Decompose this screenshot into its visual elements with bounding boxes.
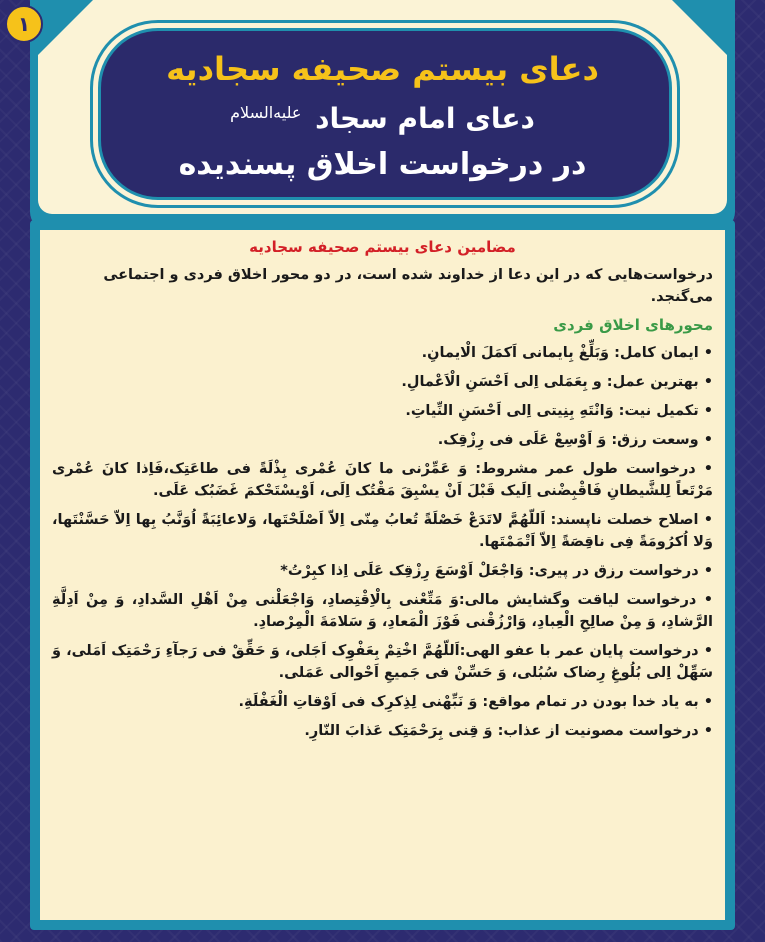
page-subtitle [100,102,665,135]
list-item: • اصلاح خصلت ناپسند: اَللّهُمَّ لاتَدَعْ خَصْلَةً تُعابُ مِنّی اِلاّ اَصْلَحْتَها، وَلاعائِبَةً اُوَنَّبُ بِها اِلاّ حَسَّنْتَها، وَلا اُکرُومَةً فِی ناقِصَةً اِلاّ اَتْمَمْتَها. [52,509,713,553]
list-item: • درخواست پایان عمر با عفو الهی:اَللّهُمَّ اخْتِمْ بِعَفْوِک اَجَلی، وَ حَقِّقْ فی رَجآءِ رَحْمَتِک اَمَلی، وَ سَهِّلْ اِلی بُلُوغِ رِضاک سُبُلی، وَ حَسِّنْ فی جَمیعِ اَحْوالی عَمَلی. [52,640,713,684]
content-body [52,236,713,749]
list-item: • وسعت رزق: وَ اَوْسِعْ عَلَی فی رِزْقِک. [52,429,713,451]
list-item: • تکمیل نیت: وَانْتَهِ بِنِیتی اِلی اَحْسَنِ النِّیاتِ. [52,400,713,422]
intro-paragraph: درخواست‌هایی که در این دعا از خداوند شده است، در دو محور اخلاق فردی و اجتماعی می‌گنجد. [103,267,713,305]
page-subtitle-2: در درخواست اخلاق پسندیده [178,147,587,182]
subtitle-text: دعای امام سجاد [315,102,535,135]
list-item: • بهترین عمل: و بِعَمَلی اِلی اَحْسَنِ الْاَعْمالِ. [52,371,713,393]
section-heading: مضامین دعای بیستم صحیفه سجادیه [249,238,516,256]
item-list [52,342,713,742]
sub-heading: محورهای اخلاق فردی [553,316,713,334]
list-item: • درخواست رزق در پیری: وَاجْعَلْ اَوْسَعَ رِزْقِک عَلَی اِذا کبِرْتُ* [52,560,713,582]
list-item: • درخواست مصونیت از عذاب: وَ قِنی بِرَحْمَتِک عَذابَ النّارِ. [52,720,713,742]
honorific: علیه‌السلام [230,102,302,122]
list-item: • ایمان کامل: وَبَلِّغْ بِایمانی اَکمَلَ الْایمانِ. [52,342,713,364]
page-number-badge: ۱ [5,5,43,43]
list-item: • درخواست لیاقت وگشایش مالی:وَ مَتِّعْنی بِالْاِقْتِصادِ، وَاجْعَلْنی مِنْ اَهْلِ السَّدادِ، وَ مِنْ اَدِلَّةِ الرَّشادِ، وَ مِنْ صالِحِ الْعِبادِ، وَارْزُقْنی فَوْزَ الْمَعادِ، وَ سَلامَةَ الْمِرْصادِ. [52,589,713,633]
list-item: • درخواست طول عمر مشروط: وَ عَمِّرْنی ما کانَ عُمْری بِذْلَةً فی طاعَتِک،فَاِذا کانَ عُمْری مَرْتَعاً لِلشَّیطانِ فَاقْبِضْنی اِلَیک قَبْلَ اَنْ یسْبِقَ مَقْتُک اِلَی، اَوْیسْتَحْکمَ غَضَبُک عَلَی. [52,458,713,502]
list-item: • به یاد خدا بودن در تمام مواقع: وَ نَبِّهْنی لِذِکرِک فی اَوْقاتِ الْغَفْلَةِ. [52,691,713,713]
page-title: دعای بیستم صحیفه سجادیه [166,50,599,88]
